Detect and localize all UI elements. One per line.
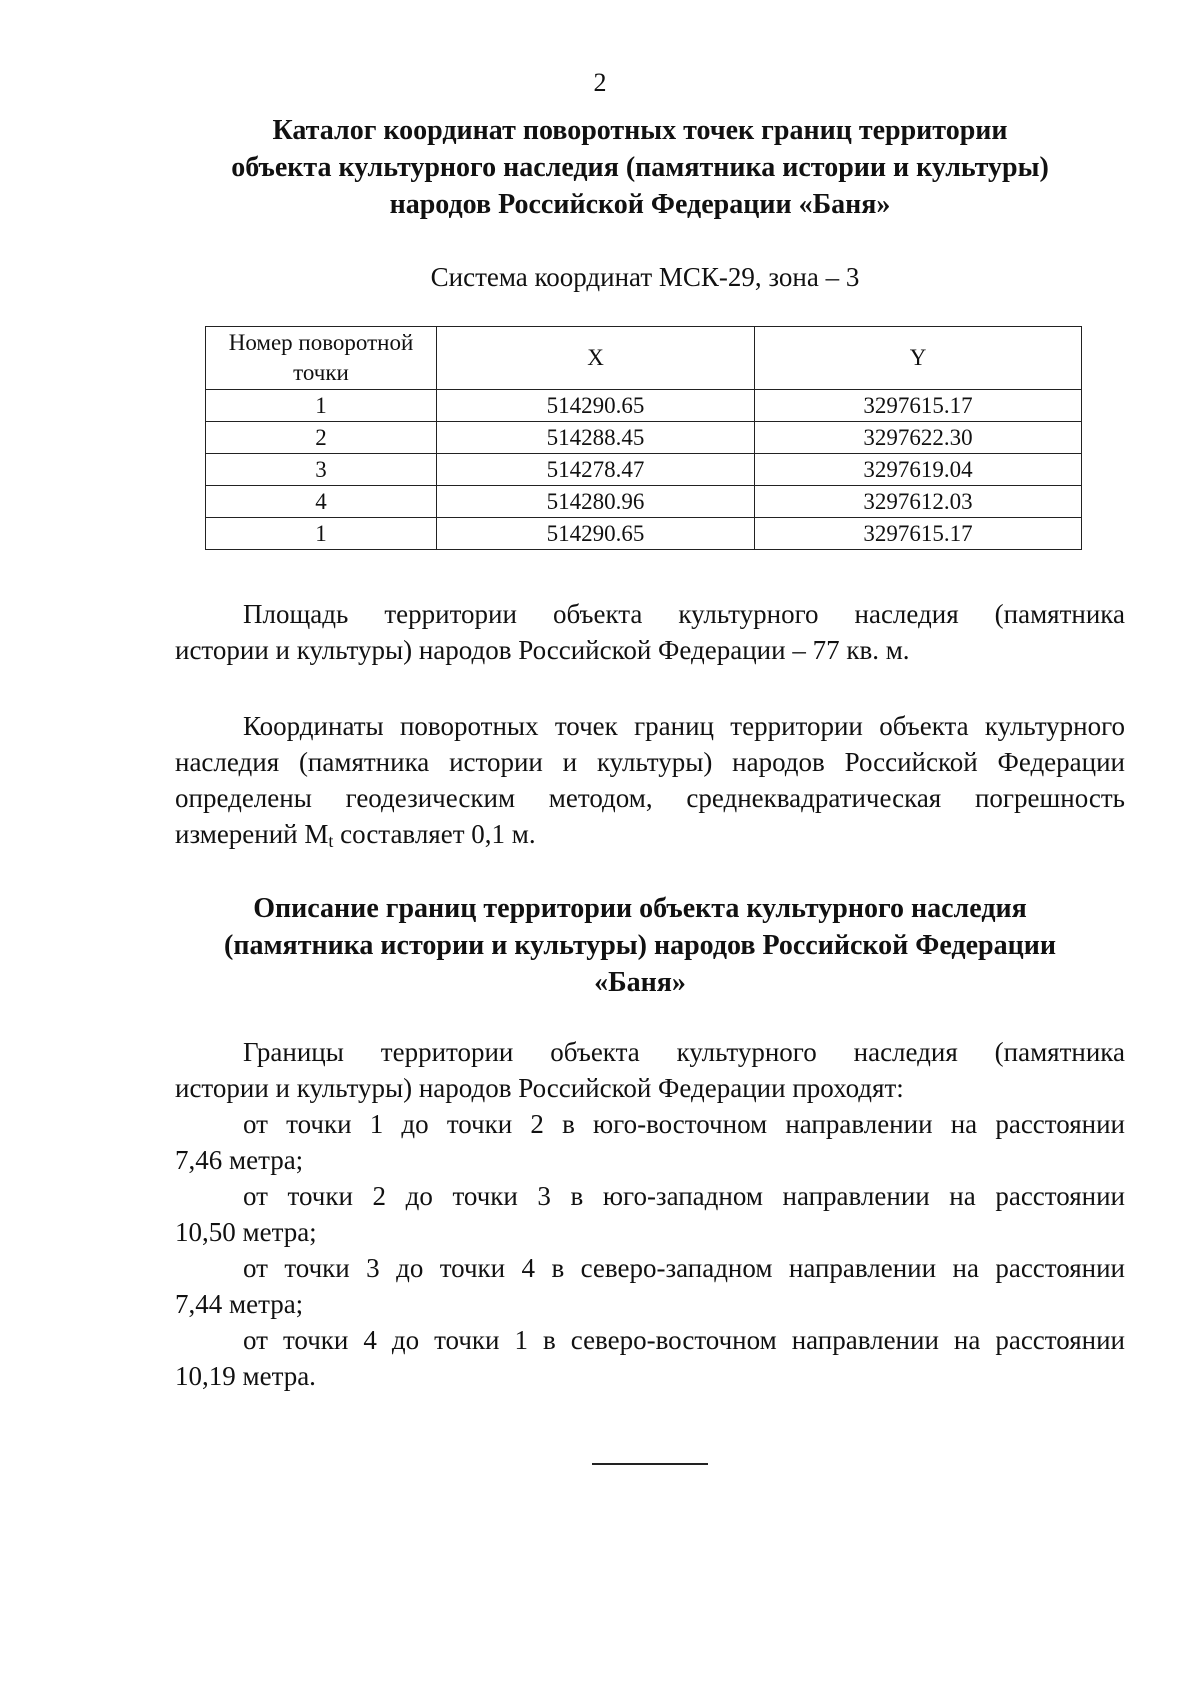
area-paragraph	[175, 596, 1125, 668]
y-cell: 3297612.03	[755, 486, 1082, 518]
segment-line: от точки 2 до точки 3 в юго-западном направлении на расстоянии	[243, 1181, 1125, 1211]
catalog-title-line: объекта культурного наследия (памятника истории и культуры)	[231, 152, 1049, 183]
point-number-cell: 1	[206, 518, 437, 550]
description-title	[170, 890, 1110, 1001]
subscript-t: t	[328, 831, 334, 851]
table-row	[206, 486, 1082, 518]
table-row	[206, 518, 1082, 550]
table-row	[206, 422, 1082, 454]
y-cell: 3297622.30	[755, 422, 1082, 454]
paragraph-line: истории и культуры) народов Российской Федерации проходят:	[175, 1073, 904, 1103]
table-row	[206, 390, 1082, 422]
x-cell: 514278.47	[437, 454, 755, 486]
description-title-line: (памятника истории и культуры) народов Российской Федерации	[224, 930, 1056, 961]
x-cell: 514290.65	[437, 390, 755, 422]
segment-distance: 7,44 метра;	[175, 1289, 304, 1319]
segment-distance: 10,50 метра;	[175, 1217, 317, 1247]
y-cell: 3297619.04	[755, 454, 1082, 486]
table-header-row	[206, 327, 1082, 390]
paragraph-line: Площадь территории объекта культурного наследия (памятника	[243, 599, 1125, 629]
header-point-number	[206, 327, 437, 390]
catalog-title-line: Каталог координат поворотных точек границ территории	[272, 115, 1008, 146]
segment-distance: 10,19 метра.	[175, 1361, 316, 1391]
accuracy-paragraph	[175, 708, 1125, 859]
paragraph-line	[175, 816, 1125, 859]
end-divider	[592, 1463, 708, 1465]
segment-line: от точки 3 до точки 4 в северо-западном направлении на расстоянии	[243, 1253, 1125, 1283]
measurement-text: составляет 0,1 м.	[333, 819, 536, 849]
point-number-cell: 3	[206, 454, 437, 486]
description-title-line: Описание границ территории объекта культурного наследия	[253, 893, 1027, 924]
paragraph-line: Координаты поворотных точек границ территории объекта культурного	[243, 711, 1125, 741]
point-number-cell: 2	[206, 422, 437, 454]
table-row	[206, 454, 1082, 486]
paragraph-line: наследия (памятника истории и культуры) народов Российской Федерации	[175, 747, 1125, 777]
description-title-line: «Баня»	[594, 967, 686, 998]
x-cell: 514288.45	[437, 422, 755, 454]
paragraph-line: истории и культуры) народов Российской Федерации – 77 кв. м.	[175, 635, 910, 665]
header-y: Y	[755, 327, 1082, 390]
borders-paragraph	[175, 1034, 1125, 1394]
segment-distance: 7,46 метра;	[175, 1145, 304, 1175]
header-x: X	[437, 327, 755, 390]
paragraph-line: Границы территории объекта культурного наследия (памятника	[243, 1037, 1125, 1067]
header-point-line: Номер поворотной	[228, 330, 414, 355]
x-cell: 514280.96	[437, 486, 755, 518]
coordinate-system-label: Система координат МСК-29, зона – 3	[430, 262, 860, 292]
measurement-text: измерений M	[175, 819, 329, 849]
coordinates-table	[205, 326, 1082, 550]
y-cell: 3297615.17	[755, 390, 1082, 422]
y-cell: 3297615.17	[755, 518, 1082, 550]
segment-line: от точки 4 до точки 1 в северо-восточном направлении на расстоянии	[243, 1325, 1125, 1355]
point-number-cell: 4	[206, 486, 437, 518]
catalog-title	[170, 112, 1110, 223]
header-point-line: точки	[293, 360, 349, 385]
point-number-cell: 1	[206, 390, 437, 422]
segment-line: от точки 1 до точки 2 в юго-восточном направлении на расстоянии	[243, 1109, 1125, 1139]
paragraph-line: определены геодезическим методом, среднеквадратическая погрешность	[175, 783, 1125, 813]
catalog-title-line: народов Российской Федерации «Баня»	[389, 189, 891, 220]
x-cell: 514290.65	[437, 518, 755, 550]
page-number: 2	[593, 68, 607, 97]
